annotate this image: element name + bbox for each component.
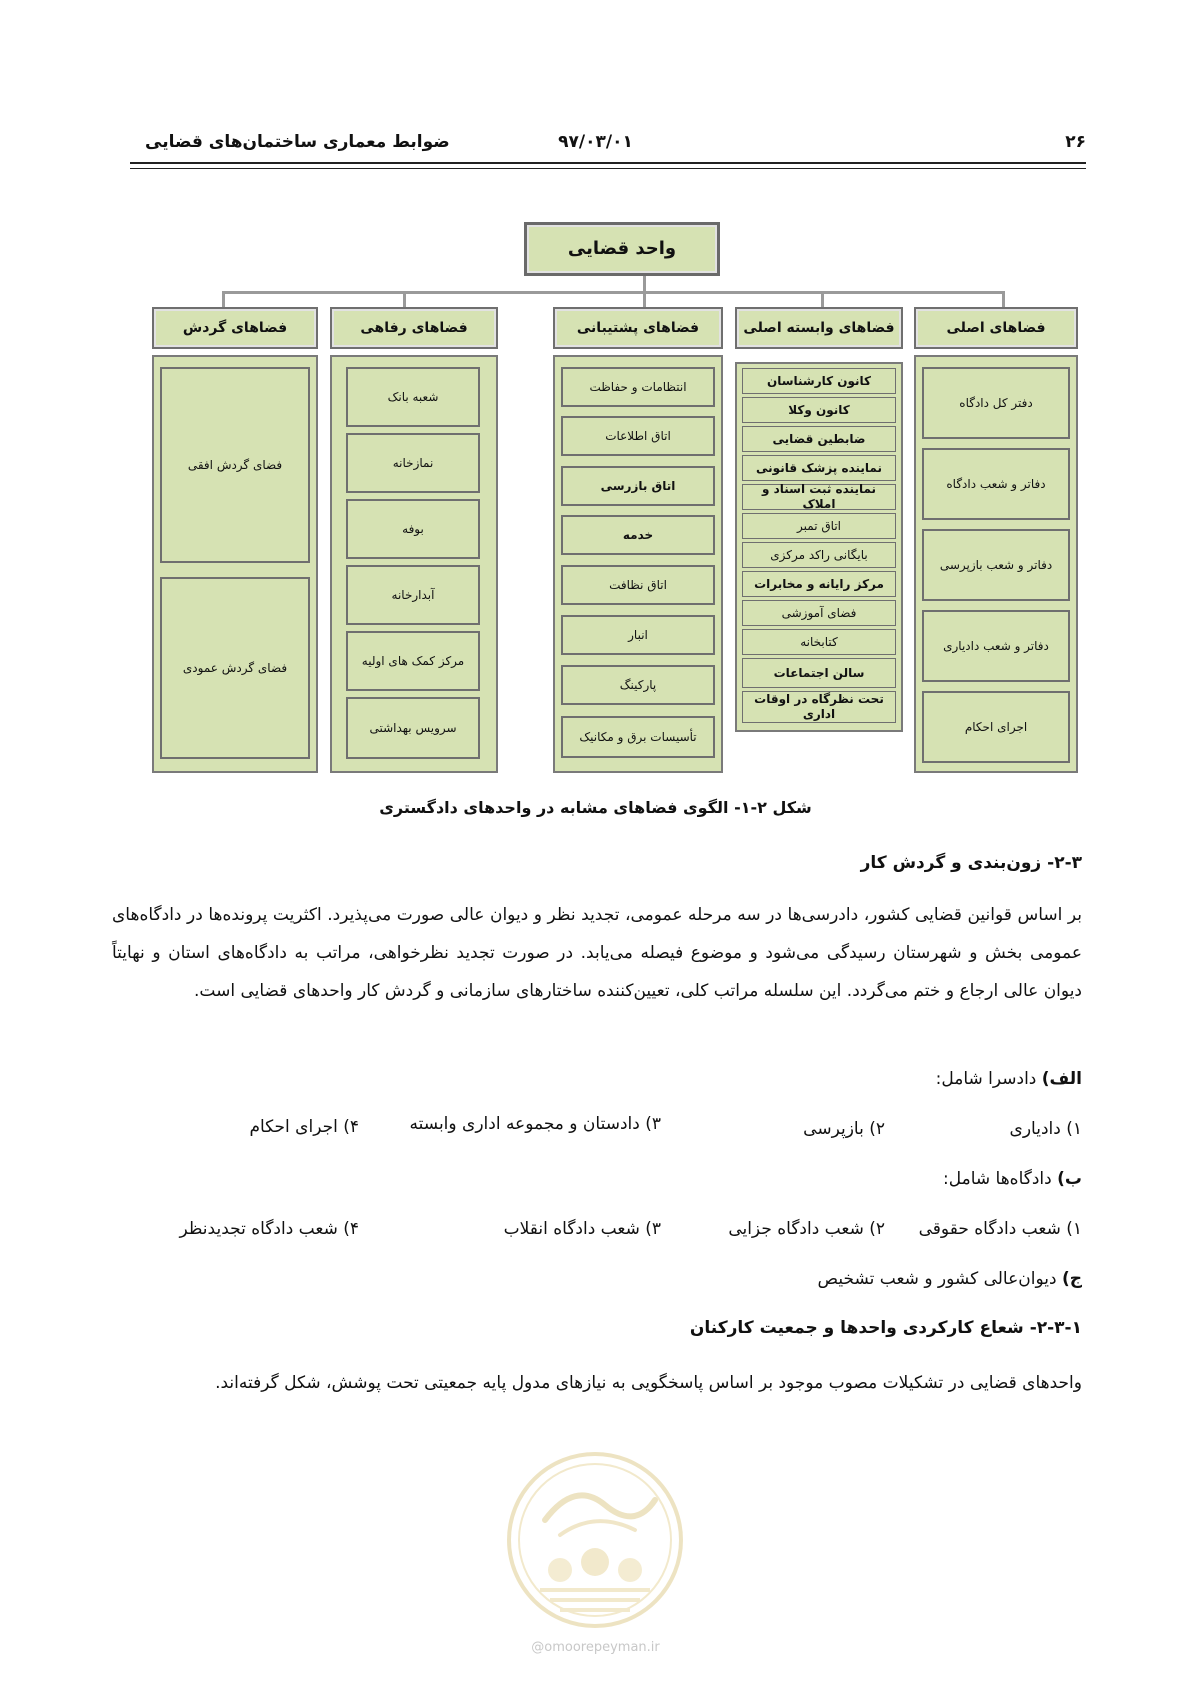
item-affiliated-3: ضابطین قضایی [742,426,896,452]
item-circulation-2: فضای گردش عمودی [160,577,310,759]
item-main-1: دفتر کل دادگاه [922,367,1070,439]
item-support-1: انتظامات و حفاظت [561,367,715,407]
section-paragraph: بر اساس قوانین قضایی کشور، دادرسی‌ها در سه مرحله عمومی، تجدید نظر و دیوان عالی صورت می‌پذیرد. اکثریت پرونده‌ها در دادگاه‌های عمومی بخش و شهرستان رسیدگی می‌شود و موضوع فیصله می‌یابد. در صورت تجدید نظرخواهی، مراتب به دادگاه‌های استان و نهایتاً دیوان عالی ارجاع و ختم می‌گردد. این سلسله مراتب کلی، تعیین‌کننده ساختارهای سازمانی و گردش کار واحدهای قضایی است. [112,905,1082,1001]
item-affiliated-9: فضای آموزشی [742,600,896,626]
connector-horizontal [222,291,1005,294]
alef-item-3: ۳) دادستان و مجموعه اداری وابسته [409,1114,661,1134]
item-support-3: اتاق بازرسی [561,466,715,506]
item-main-5: اجرای احکام [922,691,1070,763]
header-rule-thin [130,168,1086,169]
item-affiliated-7: بایگانی راکد مرکزی [742,542,896,568]
item-support-5: اتاق نظافت [561,565,715,605]
item-support-8: تأسیسات برق و مکانیک [561,716,715,758]
subsection-heading: ۲-۳-۱- شعاع کارکردی واحدها و جمعیت کارکنان [689,1318,1082,1338]
item-welfare-3: بوفه [346,499,480,559]
header-rule [130,162,1086,164]
column-support-spaces [553,355,723,773]
item-affiliated-5: نماینده ثبت اسناد و املاک [742,484,896,510]
category-affiliated-spaces: فضاهای وابسته اصلی [735,307,903,349]
column-main-spaces [914,355,1078,773]
be-line [943,1169,1082,1189]
item-affiliated-1: کانون کارشناسان [742,368,896,394]
item-affiliated-12: تحت نظرگاه در اوقات اداری [742,691,896,723]
item-affiliated-10: کتابخانه [742,629,896,655]
be-item-4: ۴) شعب دادگاه تجدیدنظر [179,1219,359,1239]
alef-text: دادسرا شامل: [935,1069,1042,1089]
subsection-paragraph: واحدهای قضایی در تشکیلات مصوب موجود بر اساس پاسخگویی به نیازهای مدول پایه جمعیتی تحت پوشش، شکل گرفته‌اند. [215,1373,1082,1393]
item-circulation-1: فضای گردش افقی [160,367,310,563]
category-welfare-spaces: فضاهای رفاهی [330,307,498,349]
item-affiliated-11: سالن اجتماعات [742,658,896,688]
column-circulation-spaces [152,355,318,773]
item-affiliated-2: کانون وکلا [742,397,896,423]
category-support-spaces: فضاهای پشتیبانی [553,307,723,349]
column-affiliated-spaces [735,362,903,732]
alef-item-1: ۱) دادیاری [1009,1119,1082,1139]
header-date: ۹۷/۰۳/۰۱ [558,132,633,152]
be-item-3: ۳) شعب دادگاه انقلاب [503,1219,661,1239]
figure-caption: شکل ۲-۱- الگوی فضاهای مشابه در واحدهای دادگستری [379,798,812,817]
be-item-2: ۲) شعب دادگاه جزایی [728,1219,885,1239]
item-welfare-2: نمازخانه [346,433,480,493]
column-welfare-spaces [330,355,498,773]
category-circulation-spaces: فضاهای گردش [152,307,318,349]
item-support-6: انبار [561,615,715,655]
section-heading: ۲-۳- زون‌بندی و گردش کار [860,853,1082,873]
page-number: ۲۶ [1065,132,1086,152]
alef-line [936,1069,1082,1089]
item-main-2: دفاتر و شعب دادگاه [922,448,1070,520]
item-main-3: دفاتر و شعب بازپرسی [922,529,1070,601]
item-main-4: دفاتر و شعب دادیاری [922,610,1070,682]
watermark-logo-icon [505,1450,685,1630]
be-label: ب) [1057,1169,1082,1189]
item-support-7: پارکینگ [561,665,715,705]
be-item-1: ۱) شعب دادگاه حقوقی [918,1219,1082,1239]
watermark-site: @omoorepeyman.ir [531,1640,660,1655]
top-box-judicial-unit: واحد قضایی [524,222,720,276]
item-affiliated-4: نماینده پزشک قانونی [742,455,896,481]
item-welfare-5: مرکز کمک های اولیه [346,631,480,691]
alef-item-2: ۲) بازپرسی [803,1119,885,1139]
alef-label: الف) [1041,1069,1082,1089]
item-affiliated-6: اتاق تمبر [742,513,896,539]
item-welfare-6: سرویس بهداشتی [346,697,480,759]
item-welfare-1: شعبه بانک [346,367,480,427]
jim-label: ج) [1061,1269,1082,1289]
category-main-spaces: فضاهای اصلی [914,307,1078,349]
item-welfare-4: آبدارخانه [346,565,480,625]
item-affiliated-8: مرکز رایانه و مخابرات [742,571,896,597]
be-text: دادگاه‌ها شامل: [943,1169,1058,1189]
jim-text: دیوان‌عالی کشور و شعب تشخیص [817,1269,1062,1289]
jim-line [818,1269,1082,1289]
item-support-4: خدمه [561,515,715,555]
header-title: ضوابط معماری ساختمان‌های قضایی [145,132,450,152]
item-support-2: اتاق اطلاعات [561,416,715,456]
alef-item-4: ۴) اجرای احکام [249,1117,359,1137]
